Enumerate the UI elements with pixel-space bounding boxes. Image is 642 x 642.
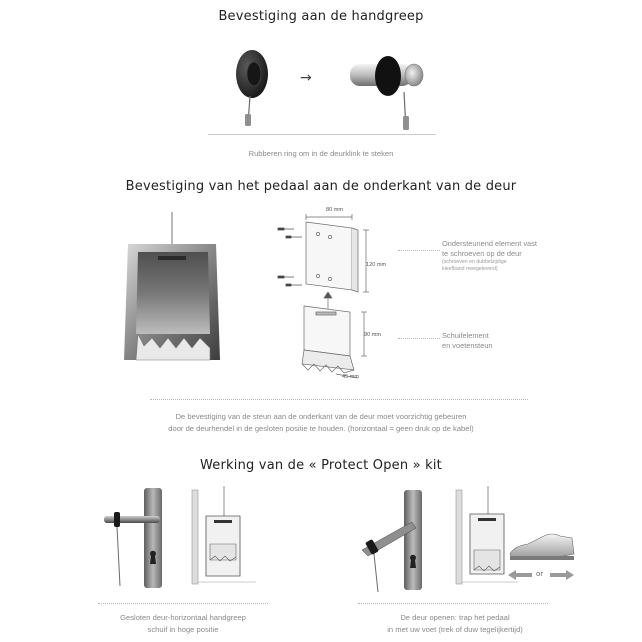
section1-title: Bevestiging aan de handgreep	[218, 9, 424, 24]
dim-height-upper: 120 mm	[366, 262, 387, 268]
note-slider-line2: en voetensteun	[442, 341, 493, 350]
pressed-handle-illustration	[356, 488, 436, 598]
section2-divider	[150, 399, 528, 400]
section2-caption	[90, 411, 552, 435]
arrow-icon: →	[300, 70, 312, 86]
note-support-small2: kleefband meegeleverd)	[442, 266, 498, 272]
rubber-ring-illustration	[228, 44, 278, 134]
section3-left-divider	[98, 603, 268, 604]
right-caption-line1: De deur openen: trap het pedaal	[400, 613, 510, 622]
note-support-element	[442, 239, 537, 273]
note-slider-line1: Schuifelement	[442, 331, 489, 340]
section3-right-divider	[358, 603, 548, 604]
arrow-left-icon	[508, 570, 532, 580]
note-support-line2: te schroeven op de deur	[442, 249, 522, 258]
note-slider-element	[442, 331, 493, 351]
closed-door-handle-illustration	[100, 486, 180, 596]
section1-caption: Rubberen ring om in de deurklink te steken	[248, 149, 394, 158]
note-support-line1: Ondersteunend element vast	[442, 239, 537, 248]
pedal-technical-drawing	[272, 206, 392, 386]
pedal-bracket-photo	[124, 212, 224, 372]
leader-line-upper	[398, 250, 440, 251]
left-caption-line2: schuif in hoge positie	[147, 625, 219, 634]
arrow-right-icon	[550, 570, 574, 580]
section3-left-caption	[80, 612, 286, 636]
section1-divider	[208, 134, 436, 135]
right-caption-line2: in met uw voet (trek of duw tegelijkertijd)	[387, 625, 523, 634]
dim-depth: 45 mm	[342, 374, 360, 380]
dim-width-top: 80 mm	[326, 207, 344, 213]
leader-line-lower	[398, 338, 440, 339]
note-support-small1: (schroeven en dubbelzijdige	[442, 259, 507, 265]
section3-title: Werking van de « Protect Open » kit	[200, 458, 442, 473]
left-caption-line1: Gesloten deur-horizontaal handgreep	[120, 613, 246, 622]
section2-caption-line1: De bevestiging van de steun aan de onderkant van de deur moet voorzichtig gebeuren	[175, 412, 467, 421]
door-pedal-high-illustration	[188, 486, 258, 586]
section3-right-caption	[350, 612, 560, 636]
handle-with-ring-illustration	[340, 52, 430, 142]
section2-title: Bevestiging van het pedaal aan de onderkant van de deur	[125, 179, 517, 194]
shoe-icon	[508, 532, 578, 566]
dim-height-lower: 90 mm	[364, 332, 382, 338]
section2-caption-line2: door de deurhendel in de gesloten positie te houden. (horizontaal = geen druk op de kabel)	[168, 424, 474, 433]
or-label: or	[536, 570, 544, 578]
